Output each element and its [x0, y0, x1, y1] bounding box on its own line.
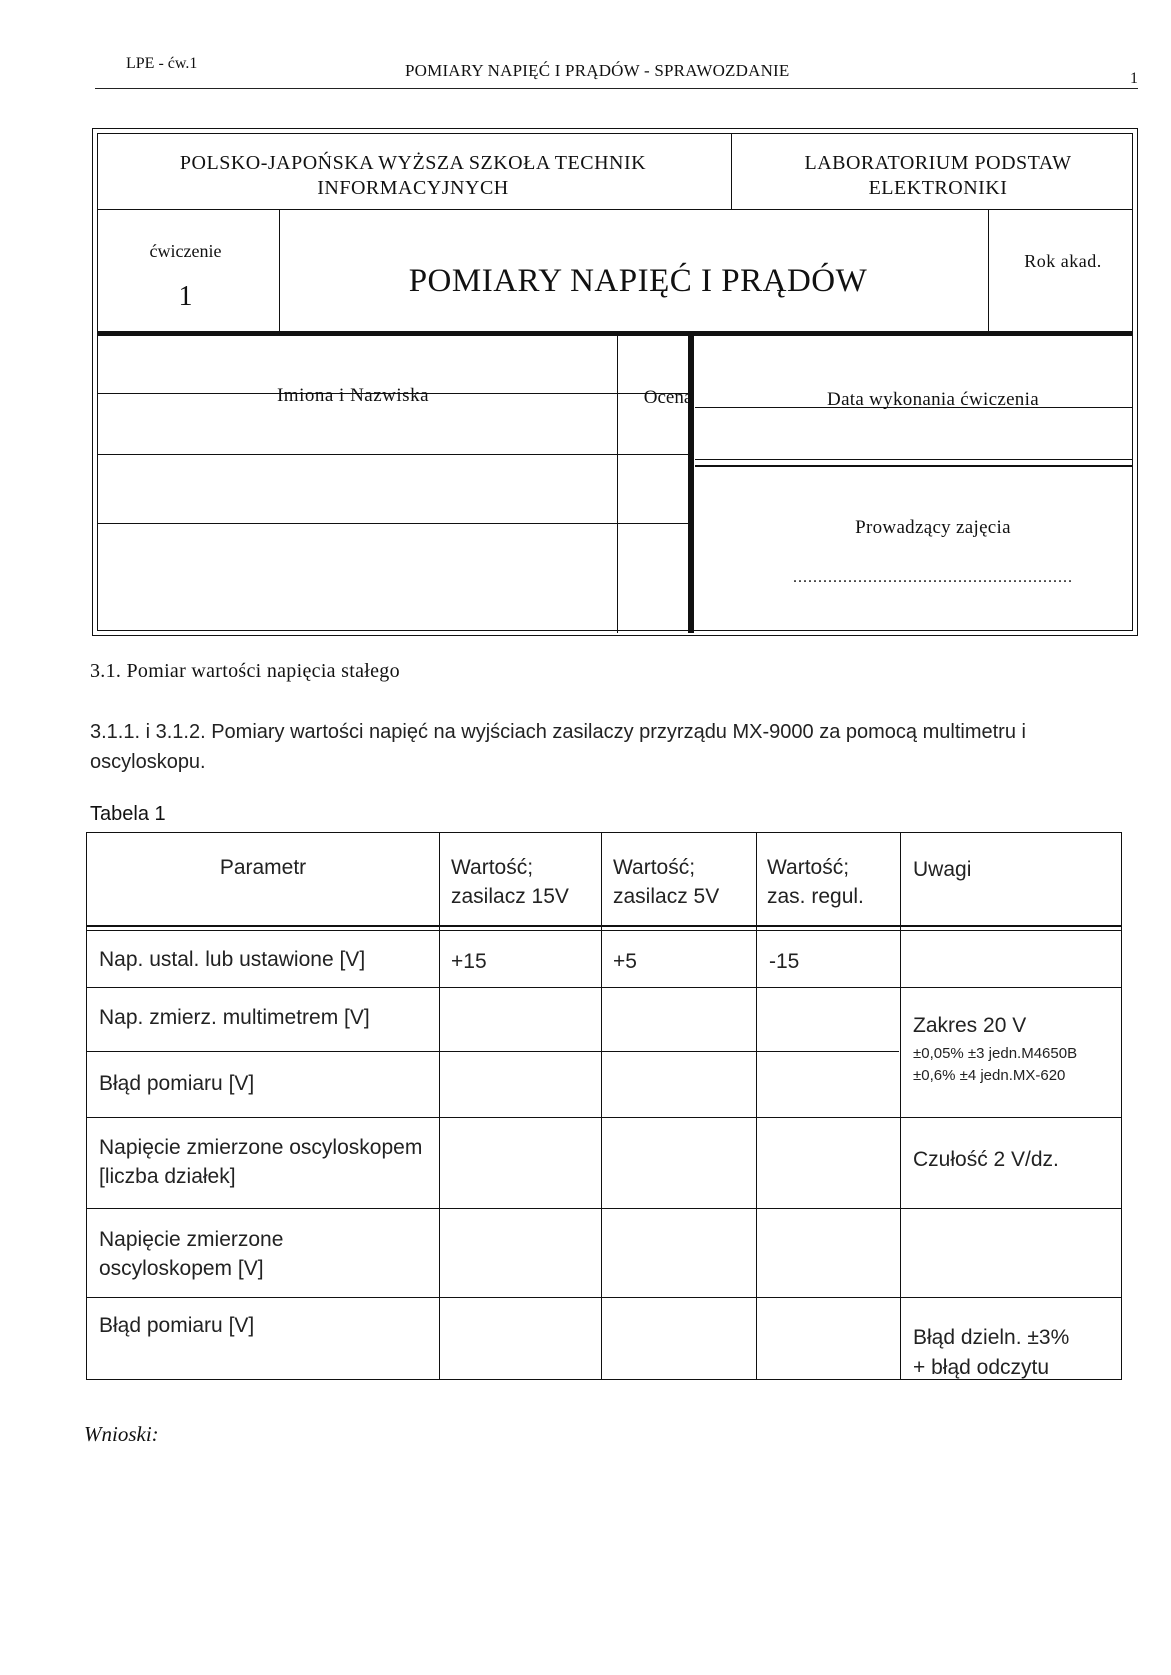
- header-parametr: Parametr: [219, 856, 307, 879]
- form-line-1: [97, 209, 1133, 210]
- table-row-param: Nap. ustal. lub ustawione [V]: [99, 948, 366, 971]
- table-row-rule-3: [87, 1051, 899, 1052]
- note-reading-error: + błąd odczytu: [913, 1356, 1050, 1379]
- running-header-title: POMIARY NAPIĘĆ I PRĄDÓW - SPRAWOZDANIE: [405, 61, 790, 80]
- form-line-instructor: [695, 465, 1133, 467]
- instructor-signature-line: ........................................................: [793, 569, 1073, 586]
- table-row-rule-4: [87, 1117, 1121, 1118]
- grade-header: Ocena: [643, 387, 693, 408]
- note-range: Zakres 20 V: [913, 1014, 1027, 1037]
- note-sensitivity: Czułość 2 V/dz.: [913, 1148, 1059, 1171]
- section-paragraph: 3.1.1. i 3.1.2. Pomiary wartości napięć na wyjściach zasilaczy przyrządu MX-9000 za pomocą multimetru i oscyloskopu.: [90, 721, 1026, 773]
- header-uwagi: Uwagi: [913, 858, 972, 881]
- note-accuracy-mx620: ±0,6% ±4 jedn.MX-620: [913, 1067, 1066, 1084]
- table-cell-value: -15: [769, 950, 800, 973]
- table-row-param: Błąd pomiaru [V]: [99, 1314, 255, 1337]
- report-header-form: [92, 128, 1138, 636]
- form-inner-border: [97, 133, 1133, 631]
- table-row-param: Nap. zmierz. multimetrem [V]: [99, 1006, 370, 1029]
- table-row-param: Napięcie zmierzone oscyloskopem [liczba działek]: [99, 1136, 423, 1188]
- exercise-number: 1: [178, 281, 193, 312]
- section-heading: 3.1. Pomiar wartości napięcia stałego: [90, 660, 400, 682]
- table-row-param: Napięcie zmierzone oscyloskopem [V]: [99, 1228, 284, 1280]
- table-row-param: Błąd pomiaru [V]: [99, 1072, 255, 1095]
- form-line-row1: [97, 454, 691, 455]
- table-caption: Tabela 1: [90, 803, 166, 825]
- table-cell-value: +15: [451, 950, 487, 973]
- table-header-rule: [87, 925, 1121, 927]
- date-header: Data wykonania ćwiczenia: [827, 389, 1039, 410]
- form-vline-exercise: [279, 210, 280, 332]
- form-line-date-box: [695, 459, 1133, 460]
- header-zasilacz-5v: Wartość; zasilacz 5V: [613, 856, 720, 908]
- names-header: Imiona i Nazwiska: [276, 385, 429, 406]
- note-accuracy-m4650b: ±0,05% ±3 jedn.M4650B: [913, 1045, 1078, 1062]
- note-divider-error: Błąd dzieln. ±3%: [913, 1326, 1070, 1349]
- header-zasilacz-15v: Wartość; zasilacz 15V: [451, 856, 569, 908]
- header-zas-regul: Wartość; zas. regul.: [767, 856, 864, 908]
- exercise-label: ćwiczenie: [149, 241, 222, 261]
- school-name: POLSKO-JAPOŃSKA WYŻSZA SZKOŁA TECHNIK INFORMACYJNYCH: [179, 152, 647, 199]
- academic-year-label: Rok akad.: [1024, 251, 1102, 271]
- form-line-row2: [97, 523, 691, 524]
- table-row-rule-6: [87, 1297, 1121, 1298]
- running-header-left: LPE - ćw.1: [126, 55, 198, 72]
- measurement-table: [86, 832, 1122, 1380]
- exercise-title: POMIARY NAPIĘĆ I PRĄDÓW: [408, 263, 868, 299]
- instructor-label: Prowadzący zajęcia: [855, 517, 1011, 538]
- form-thick-line: [97, 331, 1133, 336]
- lab-name: LABORATORIUM PODSTAW ELEKTRONIKI: [804, 152, 1072, 199]
- form-vline-names: [617, 336, 618, 633]
- table-cell-value: +5: [613, 950, 637, 973]
- form-vline-thick: [688, 336, 694, 633]
- conclusions-label: Wnioski:: [84, 1422, 159, 1446]
- table-row-rule-2: [87, 987, 1121, 988]
- header-rule: [95, 88, 1138, 89]
- table-row-rule-1: [87, 930, 1121, 931]
- page-number: 1: [1130, 70, 1138, 87]
- table-row-rule-5: [87, 1208, 1121, 1209]
